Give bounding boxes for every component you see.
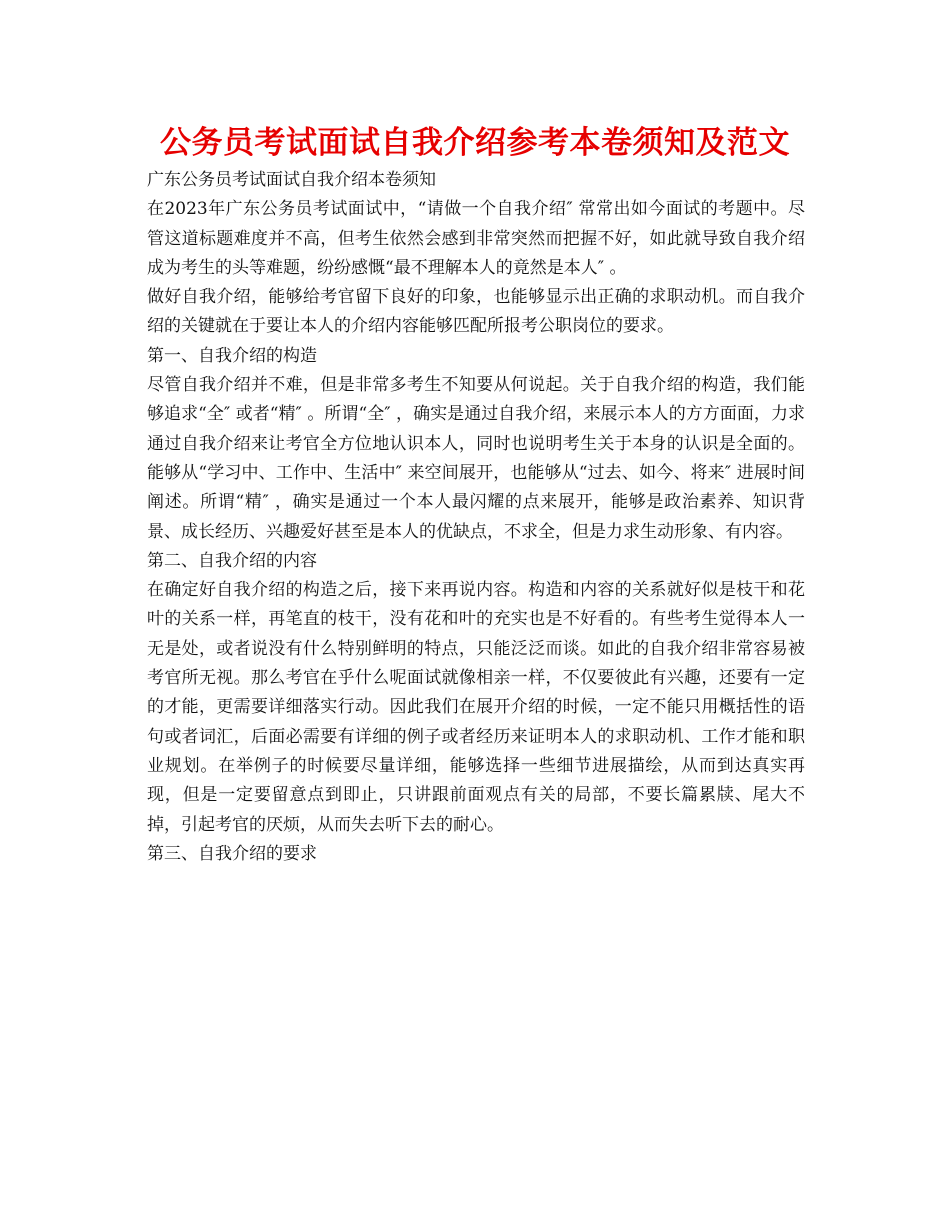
intro-paragraph-1: 在2023年广东公务员考试面试中，“请做一个自我介绍″ 常常出如今面试的考题中。尽管这道标题难度并不高，但考生依然会感到非常突然而把握不好，如此就导致自我介绍成为考生的头等难题，纷纷感慨“最不理解本人的竟然是本人″ 。 xyxy=(147,199,805,278)
document-title: 公务员考试面试自我介绍参考本卷须知及范文 xyxy=(160,125,790,161)
section-2-heading: 第二、自我介绍的内容 xyxy=(147,550,317,571)
subtitle-heading: 广东公务员考试面试自我介绍本卷须知 xyxy=(147,170,436,190)
intro-paragraph-2: 做好自我介绍，能够给考官留下良好的印象，也能够显示出正确的求职动机。而自我介绍的关键就在于要让本人的介绍内容能够匹配所报考公职岗位的要求。 xyxy=(147,287,805,337)
document-body xyxy=(147,166,805,869)
section-1-paragraph: 尽管自我介绍并不难，但是非常多考生不知要从何说起。关于自我介绍的构造，我们能够追求“全″ 或者“精″ 。所谓“全″ ，确实是通过自我介绍，来展示本人的方方面面，力求通过自我介绍来让考官全方位地认识本人，同时也说明考生关于本身的认识是全面的。能够从“学习中、工作中、生活中″ 来空间展开，也能够从“过去、如今、将来″ 进展时间阐述。所谓“精″ ，确实是通过一个本人最闪耀的点来展开，能够是政治素养、知识背景、成长经历、兴趣爱好甚至是本人的优缺点，不求全，但是力求生动形象、有内容。 xyxy=(147,375,805,542)
section-1-heading: 第一、自我介绍的构造 xyxy=(147,345,317,366)
section-2-paragraph: 在确定好自我介绍的构造之后，接下来再说内容。构造和内容的关系就好似是枝干和花叶的关系一样，再笔直的枝干，没有花和叶的充实也是不好看的。有些考生觉得本人一无是处，或者说没有什么特别鲜明的特点，只能泛泛而谈。如此的自我介绍非常容易被考官所无视。那么考官在乎什么呢面试就像相亲一样，不仅要彼此有兴趣，还要有一定的才能，更需要详细落实行动。因此我们在展开介绍的时候，一定不能只用概括性的语句或者词汇，后面必需要有详细的例子或者经历来证明本人的求职动机、工作才能和职业规划。在举例子的时候要尽量详细，能够选择一些细节进展描绘，从而到达真实再现，但是一定要留意点到即止，只讲跟前面观点有关的局部，不要长篇累牍、尾大不掉，引起考官的厌烦，从而失去听下去的耐心。 xyxy=(147,580,805,835)
section-3-heading: 第三、自我介绍的要求 xyxy=(147,843,317,864)
